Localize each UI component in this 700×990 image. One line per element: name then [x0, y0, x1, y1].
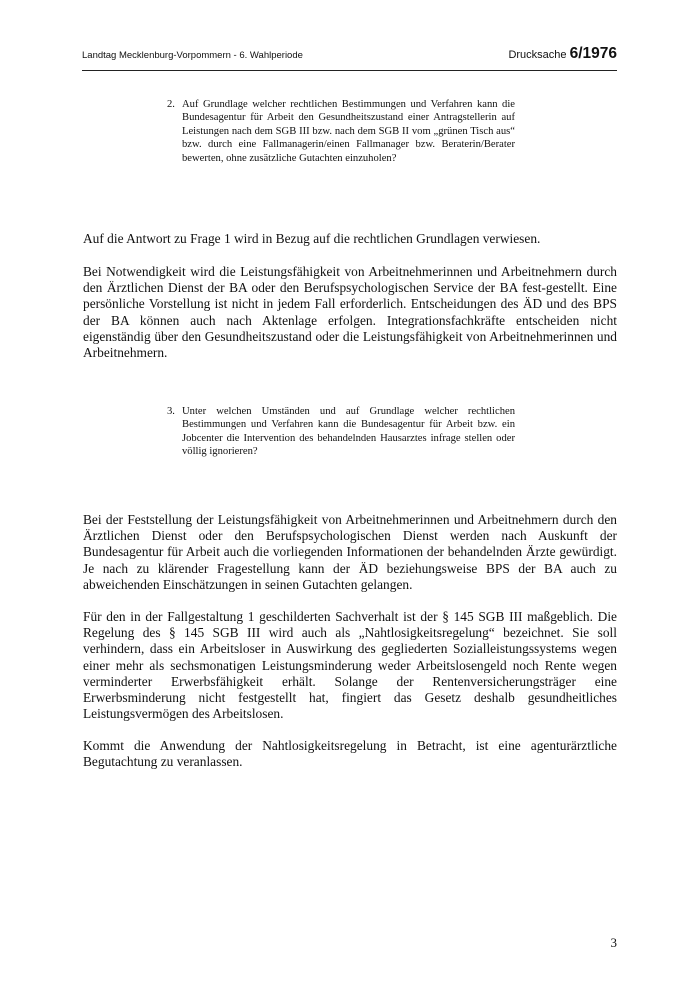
answer-paragraph: Für den in der Fallgestaltung 1 geschilderten Sachverhalt ist der § 145 SGB III maßgeblich. Die Regelung des § 145 SGB III wird auch als „Nahtlosigkeitsregelung“ bezeichnet. Sie soll verhindern, dass ein Arbeitsloser in Auswirkung des gegliederten Sozialleistungssystems wegen einer mehr als sechsmonatigen Leistungsminderung weder Arbeitslosengeld noch Rente wegen verminderter Erwerbsfähigkeit erhält. Solange der Rentenversicherungsträger eine Erwerbsminderung nicht festgestellt hat, fingiert das Gesetz deshalb gesundheitliches Leistungsvermögen des Arbeitslosen. — [83, 609, 617, 722]
question-number: 3. — [167, 406, 175, 417]
page-number: 3 — [610, 935, 617, 950]
document-label: Drucksache — [508, 49, 570, 61]
question-text: Auf Grundlage welcher rechtlichen Bestimmungen und Verfahren kann die Bundesagentur für Arbeit den Gesundheitszustand einer Antragstellerin auf Leistungen nach dem SGB III bzw. nach dem SGB II vom „grünen Tisch aus“ bzw. durch eine Fallmanagerin/einen Fallmanager bzw. Beraterin/Berater bewerten, ohne zusätzliche Gutachten einzuholen? — [182, 99, 515, 164]
parliament-title: Landtag Mecklenburg-Vorpommern - 6. Wahlperiode — [82, 50, 303, 61]
page-header — [82, 44, 617, 71]
question-2 — [167, 98, 515, 165]
answer-paragraph: Kommt die Anwendung der Nahtlosigkeitsregelung in Betracht, ist eine agenturärztliche Begutachtung zu veranlassen. — [83, 738, 617, 770]
answer-paragraph: Auf die Antwort zu Frage 1 wird in Bezug auf die rechtlichen Grundlagen verwiesen. — [83, 231, 541, 246]
question-3 — [167, 405, 515, 459]
question-text: Unter welchen Umständen und auf Grundlage welcher rechtlichen Bestimmungen und Verfahren kann die Bundesagentur für Arbeit bzw. ein Jobcenter die Intervention des behandelnden Hausarztes infrage stellen oder völlig ignorieren? — [182, 406, 515, 458]
document-reference — [508, 45, 617, 63]
question-number: 2. — [167, 99, 175, 110]
answer-paragraph: Bei der Feststellung der Leistungsfähigkeit von Arbeitnehmerinnen und Arbeitnehmern durch den Ärztlichen Dienst oder den Berufspsychologischen Dienst werden nach Auskunft der Bundesagentur für Arbeit auch die vorliegenden Informationen der behandelnden Ärzte gewürdigt. Je nach zu klärender Fragestellung kann der ÄD beziehungsweise BPS der BA auch zu abweichenden Einschätzungen in seinen Gutachten gelangen. — [83, 512, 617, 592]
answer-paragraph: Bei Notwendigkeit wird die Leistungsfähigkeit von Arbeitnehmerinnen und Arbeitnehmern durch den Ärztlichen Dienst der BA oder den Berufspsychologischen Service der BA fest-gestellt. Eine persönliche Vorstellung ist nicht in jedem Fall erforderlich. Entscheidungen des ÄD und des BPS der BA können auch nach Aktenlage erfolgen. Integrationsfachkräfte entscheiden nicht eigenständig über den Gesundheitszustand oder die Leistungsfähigkeit von Arbeitnehmerinnen und Arbeitnehmern. — [83, 264, 617, 361]
document-number: 6/1976 — [569, 45, 617, 62]
